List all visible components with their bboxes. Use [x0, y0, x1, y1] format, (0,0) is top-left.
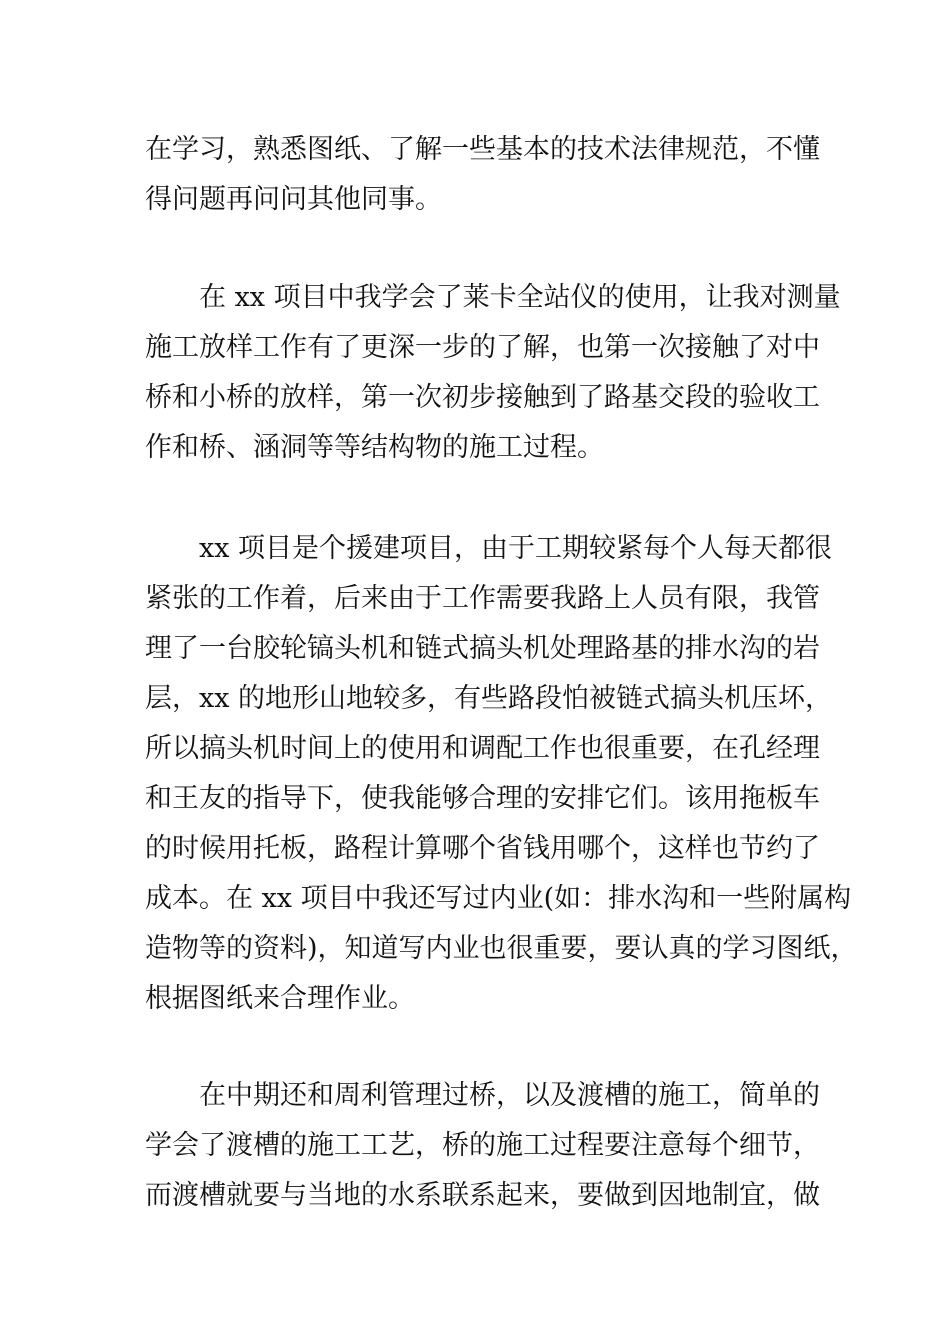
text-line: 成本。在 xx 项目中我还写过内业(如：排水沟和一些附属构 [145, 883, 852, 914]
text-line: 造物等的资料)，知道写内业也很重要，要认真的学习图纸， [145, 933, 858, 964]
paragraph-2 [145, 273, 841, 473]
text-line: 在学习，熟悉图纸、了解一些基本的技术法律规范，不懂 [145, 134, 820, 165]
text-line: 作和桥、涵洞等等结构物的施工过程。 [145, 432, 604, 463]
text-line: 得问题再问问其他同事。 [145, 184, 442, 215]
text-line: 紧张的工作着，后来由于工作需要我路上人员有限，我管 [145, 583, 820, 614]
text-line: 在中期还和周利管理过桥，以及渡槽的施工，简单的 [145, 1080, 820, 1111]
text-line: 施工放样工作有了更深一步的了解，也第一次接触了对中 [145, 332, 820, 363]
text-line: xx 项目是个援建项目，由于工期较紧每个人每天都很 [145, 533, 833, 564]
text-line: 在 xx 项目中我学会了莱卡全站仪的使用，让我对测量 [145, 282, 841, 313]
text-line: 桥和小桥的放样，第一次初步接触到了路基交段的验收工 [145, 382, 820, 413]
text-line: 和王友的指导下，使我能够合理的安排它们。该用拖板车 [145, 783, 820, 814]
text-line: 层，xx 的地形山地较多，有些路段怕被链式搞头机压坏， [145, 683, 833, 714]
text-line: 所以搞头机时间上的使用和调配工作也很重要，在孔经理 [145, 733, 820, 764]
paragraph-4 [145, 1071, 835, 1221]
text-line: 根据图纸来合理作业。 [145, 983, 415, 1014]
paragraph-3 [145, 524, 858, 1024]
paragraph-1 [145, 125, 835, 225]
text-line: 学会了渡槽的施工工艺，桥的施工过程要注意每个细节， [145, 1130, 820, 1161]
text-line: 理了一台胶轮镐头机和链式搞头机处理路基的排水沟的岩 [145, 633, 820, 664]
text-line: 的时候用托板，路程计算哪个省钱用哪个，这样也节约了 [145, 833, 820, 864]
text-line: 而渡槽就要与当地的水系联系起来，要做到因地制宜，做 [145, 1180, 820, 1211]
